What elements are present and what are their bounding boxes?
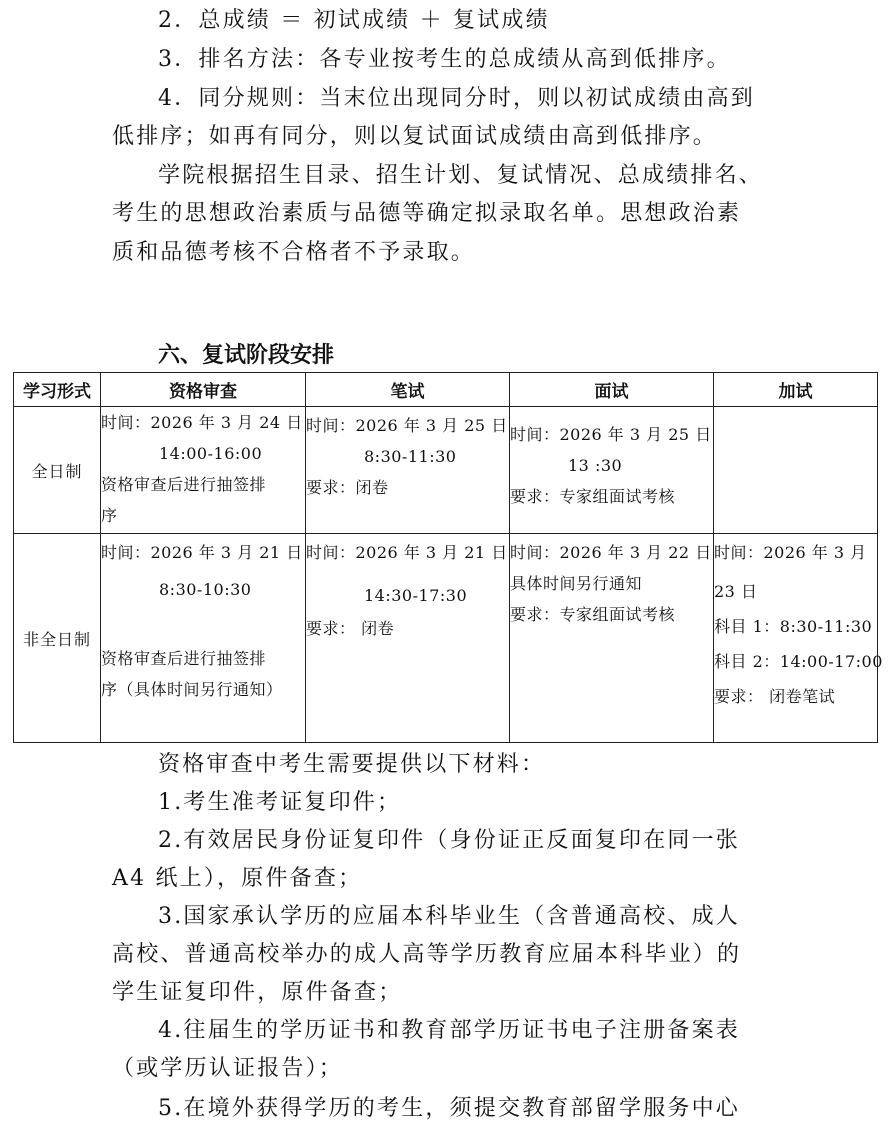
header-interview: 面试 (510, 373, 714, 407)
material-item-3-cont2: 学生证复印件，原件备查； (112, 980, 403, 1005)
parttime-interview-requirement: 要求：专家组面试考核 (510, 605, 676, 624)
material-item-1: 1.考生准考证复印件； (158, 790, 402, 815)
parttime-written-time: 时间：2026 年 3 月 21 日 (306, 543, 508, 562)
fulltime-written-cell (306, 407, 510, 534)
parttime-extra-cell (714, 534, 883, 743)
material-item-3: 3.国家承认学历的应届本科毕业生（含普通高校、成人 (158, 904, 740, 929)
material-item-5: 5.在境外获得学历的考生，须提交教育部留学服务中心 (158, 1096, 740, 1121)
rule-tie-break-cont: 低排序；如再有同分，则以复试面试成绩由高到低排序。 (112, 124, 718, 149)
fulltime-interview-time: 时间：2026 年 3 月 25 日 (510, 425, 712, 444)
fulltime-interview-requirement: 要求：专家组面试考核 (510, 487, 676, 506)
parttime-written-hours: 14:30-17:30 (364, 586, 468, 605)
parttime-qual-note-cont: 序（具体时间另行通知） (101, 680, 283, 699)
material-item-4-cont: （或学历认证报告）； (112, 1056, 344, 1081)
row-label-parttime: 非全日制 (14, 534, 101, 743)
fulltime-qual-time: 时间：2026 年 3 月 24 日 (101, 413, 303, 432)
parttime-interview-cell (510, 534, 714, 743)
parttime-extra-subject1: 科目 1：8:30-11:30 (714, 617, 873, 636)
header-qualification: 资格审查 (101, 373, 306, 407)
header-extra-exam: 加试 (714, 373, 878, 407)
fulltime-written-requirement: 要求：闭卷 (306, 478, 389, 497)
parttime-qual-note: 资格审查后进行抽签排 (101, 649, 267, 668)
parttime-extra-time: 时间：2026 年 3 月 (714, 543, 867, 562)
rule-tie-break: 4．同分规则：当末位出现同分时，则以初试成绩由高到 (158, 86, 755, 111)
admission-paragraph-line1: 学院根据招生目录、招生计划、复试情况、总成绩排名、 (158, 163, 764, 188)
material-item-2: 2.有效居民身份证复印件（身份证正反面复印在同一张 (158, 828, 740, 853)
row-label-fulltime: 全日制 (14, 407, 101, 534)
fulltime-written-hours: 8:30-11:30 (364, 447, 457, 466)
header-study-mode: 学习形式 (14, 373, 101, 407)
parttime-interview-time: 时间：2026 年 3 月 22 日 (510, 543, 712, 562)
table-row-fulltime (14, 407, 878, 534)
parttime-extra-subject2: 科目 2：14:00-17:00 (714, 652, 883, 671)
parttime-written-requirement: 要求： 闭卷 (306, 619, 395, 638)
fulltime-interview-hours: 13 :30 (568, 456, 623, 475)
table-header-row (14, 373, 878, 407)
material-item-4: 4.往届生的学历证书和教育部学历证书电子注册备案表 (158, 1018, 740, 1043)
table-row-parttime (14, 534, 878, 743)
fulltime-qual-note: 资格审查后进行抽签排 (101, 475, 267, 494)
fulltime-written-time: 时间：2026 年 3 月 25 日 (306, 416, 508, 435)
fulltime-qual-note-cont: 序 (101, 506, 118, 525)
materials-intro: 资格审查中考生需要提供以下材料： (158, 752, 546, 777)
material-item-2-cont: A4 纸上），原件备查； (112, 866, 363, 891)
fulltime-interview-cell (510, 407, 714, 534)
parttime-extra-date: 23 日 (714, 582, 758, 601)
parttime-qualification-cell (101, 534, 306, 743)
admission-paragraph-line3: 质和品德考核不合格者不予录取。 (112, 240, 476, 265)
rule-ranking-method: 3．排名方法：各专业按考生的总成绩从高到低排序。 (158, 47, 731, 72)
parttime-written-cell (306, 534, 510, 743)
schedule-table (13, 372, 883, 743)
admission-paragraph-line2: 考生的思想政治素质与品德等确定拟录取名单。思想政治素 (112, 201, 742, 226)
parttime-qual-time: 时间：2026 年 3 月 21 日 (101, 543, 303, 562)
rule-total-score: 2．总成绩 ＝ 初试成绩 ＋ 复试成绩 (158, 8, 550, 33)
fulltime-extra-cell (714, 407, 878, 534)
material-item-3-cont1: 高校、普通高校举办的成人高等学历教育应届本科毕业）的 (112, 942, 742, 967)
header-written-exam: 笔试 (306, 373, 510, 407)
parttime-interview-note: 具体时间另行通知 (510, 574, 643, 593)
fulltime-qualification-cell (101, 407, 306, 534)
section-title: 六、复试阶段安排 (158, 342, 335, 368)
parttime-qual-hours: 8:30-10:30 (159, 580, 252, 599)
fulltime-qual-hours: 14:00-16:00 (159, 444, 263, 463)
parttime-extra-requirement: 要求： 闭卷笔试 (714, 687, 836, 706)
